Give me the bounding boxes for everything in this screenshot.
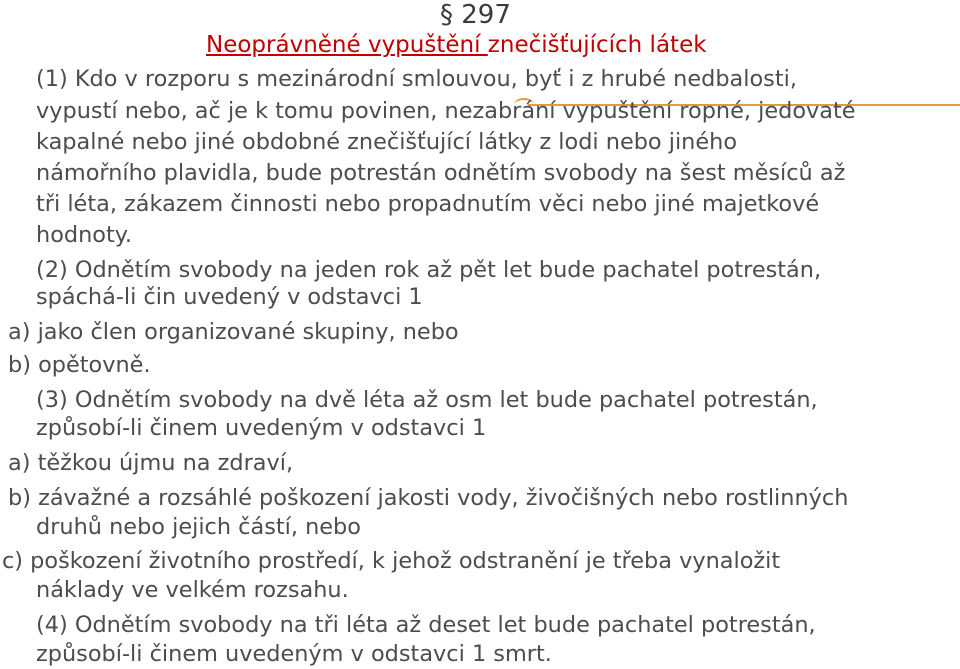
text-line: (2) Odnětím svobody na jeden rok až pět let bude pachatel potrestán,: [36, 257, 822, 283]
text-line: tři léta, zákazem činnosti nebo propadnutím věci nebo jiné majetkové: [36, 191, 820, 217]
text-line: vypustí nebo, ač je k tomu povinen, nezabrání vypuštění ropné, jedovaté: [36, 98, 856, 124]
text-line: (4) Odnětím svobody na tři léta až deset let bude pachatel potrestán,: [36, 612, 816, 638]
section-number: § 297: [440, 0, 511, 30]
text-line: a) jako člen organizované skupiny, nebo: [8, 319, 459, 345]
text-line: a) těžkou újmu na zdraví,: [8, 450, 294, 476]
text-line: (1) Kdo v rozporu s mezinárodní smlouvou, byť i z hrubé nedbalosti,: [36, 66, 797, 92]
text-line: (3) Odnětím svobody na dvě léta až osm let bude pachatel potrestán,: [36, 387, 818, 413]
text-line: c) poškození životního prostředí, k jehož odstranění je třeba vynaložit: [2, 548, 781, 574]
title-part-rest: znečišťujících látek: [487, 32, 707, 58]
text-line: způsobí-li činem uvedeným v odstavci 1 smrt.: [36, 641, 552, 667]
text-line: druhů nebo jejich částí, nebo: [36, 514, 361, 540]
text-line: b) opětovně.: [8, 352, 151, 378]
text-line: námořního plavidla, bude potrestán odnětím svobody na šest měsíců až: [36, 160, 846, 186]
text-line: spáchá-li čin uvedený v odstavci 1: [36, 284, 423, 310]
text-line: způsobí-li činem uvedeným v odstavci 1: [36, 415, 487, 441]
text-line: kapalné nebo jiné obdobné znečišťující látky z lodi nebo jiného: [36, 129, 738, 155]
title-part-underlined: Neoprávněné vypuštění: [206, 32, 488, 58]
text-line: b) závažné a rozsáhlé poškození jakosti vody, živočišných nebo rostlinných: [8, 485, 849, 511]
slide-title: [206, 32, 707, 58]
text-line: hodnoty.: [36, 222, 132, 248]
text-line: náklady ve velkém rozsahu.: [36, 577, 349, 603]
